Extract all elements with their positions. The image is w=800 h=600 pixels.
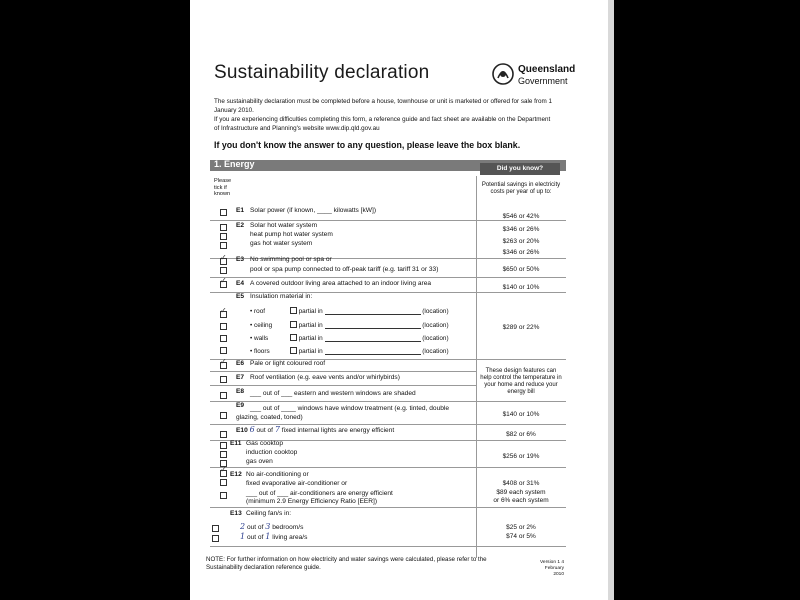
e5-floors-partial-label: partial in	[298, 348, 323, 355]
e10-saving: $82 or 6%	[506, 431, 536, 438]
e3-checkbox-no-pool[interactable]	[220, 258, 227, 265]
scan-edge	[608, 0, 614, 600]
e5-checkbox-walls[interactable]	[220, 335, 227, 342]
e7-checkbox[interactable]	[220, 376, 227, 383]
intro-paragraph-2: If you are experiencing difficulties completing this form, a reference guide and fact sheet are available on the Department of Infrastructure and Planning's website www.dip.qld.gov.au	[214, 116, 551, 132]
e13-code: E13	[230, 510, 242, 517]
queensland-government-logo	[492, 62, 578, 98]
e9-code: E9	[236, 402, 245, 409]
e13-bedrooms-handwritten-1: 2	[240, 522, 246, 531]
e13-bedrooms-handwritten-2: 3	[265, 522, 271, 531]
e5-roof-partial-label: partial in	[298, 308, 323, 315]
e2-line-2: heat pump hot water system	[250, 231, 333, 238]
e2-saving-2: $263 or 20%	[502, 238, 540, 245]
bullet-icon: •	[250, 335, 255, 342]
e1-saving: $546 or 42%	[502, 213, 540, 220]
e12-saving-3: or 6% each system	[493, 497, 549, 504]
intro-paragraph-1: The sustainability declaration must be completed before a house, townhouse or unit is marketed or offered for sale from 1 January 2010.	[214, 98, 552, 114]
e12-line-3: ___ out of ___ air-conditioners are energy efficient	[246, 490, 393, 497]
e4-code: E4	[236, 280, 245, 287]
e1-code: E1	[236, 207, 245, 214]
e5-ceiling-location-field[interactable]	[325, 322, 421, 329]
e5-text: Insulation material in:	[250, 293, 313, 300]
e4-saving: $140 or 10%	[502, 284, 540, 291]
e3-line-1: No swimming pool or spa or	[250, 256, 332, 263]
e10-handwritten-2: 7	[274, 425, 280, 434]
e2-checkbox-heat-pump[interactable]	[220, 233, 227, 240]
divider	[210, 371, 476, 372]
e12-code: E12	[230, 471, 242, 478]
e5-ceiling-label: ceiling	[254, 322, 273, 329]
e5-roof-row	[250, 306, 449, 315]
e5-roof-location-label: (location)	[422, 308, 449, 315]
e5-walls-partial-label: partial in	[298, 335, 323, 342]
e2-line-1: Solar hot water system	[250, 222, 318, 229]
e5-ceiling-location-label: (location)	[422, 322, 449, 329]
bullet-icon: •	[250, 348, 255, 355]
logo-line-2: Government	[518, 76, 568, 86]
e7-text: Roof ventilation (e.g. eave vents and/or whirlybirds)	[250, 374, 400, 381]
e6-checkbox[interactable]	[220, 362, 227, 369]
page-title: Sustainability declaration	[214, 62, 430, 83]
e9-line-1: ___ out of ____ windows have window treatment (e.g. tinted, double	[250, 405, 450, 412]
e2-saving-3: $346 or 26%	[502, 249, 540, 256]
e5-floors-location-label: (location)	[422, 348, 449, 355]
e4-checkbox[interactable]	[220, 281, 227, 288]
e5-walls-row	[250, 333, 449, 342]
e12-saving-2: $89 each system	[496, 489, 546, 496]
e11-line-2: induction cooktop	[246, 449, 298, 456]
did-you-know-header: Did you know?	[480, 163, 560, 175]
bullet-icon: •	[250, 322, 255, 329]
e5-checkbox-ceiling[interactable]	[220, 323, 227, 330]
e5-floors-label: floors	[254, 348, 270, 355]
e5-walls-location-field[interactable]	[325, 335, 421, 342]
e12-checkbox-no-aircon[interactable]	[220, 470, 227, 477]
e13-living-handwritten-2: 1	[265, 532, 271, 541]
e5-floors-partial-checkbox[interactable]	[290, 347, 297, 354]
e4-text: A covered outdoor living area attached to an indoor living area	[250, 280, 432, 287]
e3-line-2: pool or spa pump connected to off-peak tariff (e.g. tariff 31 or 33)	[250, 266, 439, 273]
e5-ceiling-partial-label: partial in	[298, 322, 323, 329]
blank-warning: If you don't know the answer to any question, please leave the box blank.	[214, 140, 521, 150]
design-features-note: These design features can help control the temperature in your home and reduce your energy bill	[480, 368, 562, 395]
e13-living-out-of: out of	[246, 534, 264, 541]
e3-code: E3	[236, 256, 245, 263]
e11-line-3: gas oven	[246, 458, 273, 465]
e10-out-of: out of	[256, 427, 274, 434]
e1-checkbox[interactable]	[220, 209, 227, 216]
e5-walls-partial-checkbox[interactable]	[290, 334, 297, 341]
e13-bedrooms-row	[240, 523, 303, 532]
e2-line-3: gas hot water system	[250, 240, 313, 247]
e11-code: E11	[230, 440, 242, 447]
e5-checkbox-floors[interactable]	[220, 347, 227, 354]
e5-roof-partial-checkbox[interactable]	[290, 307, 297, 314]
bullet-icon: •	[250, 308, 255, 315]
e10-row	[236, 426, 394, 435]
intro-text	[214, 98, 554, 133]
potential-savings-header: Potential savings in electricity costs per year of up to:	[481, 182, 561, 196]
e5-floors-row	[250, 346, 449, 355]
e10-text: fixed internal lights are energy efficient	[281, 427, 395, 434]
e13-bedrooms-label: bedroom/s	[272, 524, 304, 531]
footer-note: NOTE: For further information on how electricity and water savings were calculated, please refer to the Sustainability declaration reference guide.	[206, 556, 487, 571]
e6-code: E6	[236, 360, 245, 367]
e13-saving-1: $25 or 2%	[506, 524, 536, 531]
e13-bedrooms-out-of: out of	[246, 524, 264, 531]
logo-line-1: Queensland	[518, 64, 576, 75]
e9-saving: $140 or 10%	[502, 411, 540, 418]
e5-ceiling-partial-checkbox[interactable]	[290, 321, 297, 328]
e11-saving: $256 or 19%	[502, 453, 540, 460]
e5-code: E5	[236, 293, 245, 300]
column-divider	[476, 176, 477, 558]
e12-line-1: No air-conditioning or	[246, 471, 309, 478]
e2-code: E2	[236, 222, 245, 229]
e9-checkbox[interactable]	[220, 412, 227, 419]
e5-saving: $289 or 22%	[502, 324, 540, 331]
e3-checkbox-off-peak[interactable]	[220, 267, 227, 274]
divider	[210, 277, 566, 278]
e5-roof-label: roof	[254, 308, 266, 315]
e13-checkbox-living[interactable]	[212, 535, 219, 542]
version-label: Version 1 4 February 2010	[539, 560, 564, 577]
e8-code: E8	[236, 388, 245, 395]
divider	[210, 401, 566, 402]
divider	[210, 546, 566, 547]
e5-roof-location-field[interactable]	[325, 308, 421, 315]
e12-line-4: (minimum 2.9 Energy Efficiency Ratio [EER])	[246, 498, 378, 505]
e8-text: ___ out of ___ eastern and western windows are shaded	[250, 390, 416, 397]
e5-walls-location-label: (location)	[422, 335, 449, 342]
e10-checkbox[interactable]	[220, 431, 227, 438]
tick-column-header: Please tick if known	[214, 178, 232, 197]
e5-walls-label: walls	[254, 335, 269, 342]
e8-checkbox[interactable]	[220, 392, 227, 399]
e5-checkbox-roof[interactable]	[220, 311, 227, 318]
form-page	[190, 0, 608, 600]
e11-checkbox-induction[interactable]	[220, 451, 227, 458]
divider	[210, 424, 566, 425]
e6-text: Pale or light coloured roof	[250, 360, 326, 367]
e12-saving-1: $408 or 31%	[502, 480, 540, 487]
e12-line-2: fixed evaporative air-conditioner or	[246, 480, 348, 487]
divider	[210, 385, 476, 386]
divider	[210, 507, 566, 508]
e13-checkbox-bedrooms[interactable]	[212, 525, 219, 532]
coat-of-arms-icon	[492, 62, 514, 86]
e13-saving-2: $74 or 5%	[506, 533, 536, 540]
e13-text: Ceiling fan/s in:	[246, 510, 292, 517]
e13-living-row	[240, 533, 307, 542]
e5-ceiling-row	[250, 320, 449, 329]
e5-floors-location-field[interactable]	[325, 348, 421, 355]
e2-checkbox-gas[interactable]	[220, 242, 227, 249]
e7-code: E7	[236, 374, 245, 381]
e12-checkbox-evaporative[interactable]	[220, 479, 227, 486]
e13-living-label: living area/s	[272, 534, 308, 541]
e11-checkbox-gas-cooktop[interactable]	[220, 442, 227, 449]
divider	[210, 467, 566, 468]
e3-saving: $650 or 50%	[502, 266, 540, 273]
divider	[210, 220, 566, 221]
e10-code: E10	[236, 427, 248, 434]
e2-checkbox-solar[interactable]	[220, 224, 227, 231]
e1-text: Solar power (if known, ____ kilowatts [kW])	[250, 207, 377, 214]
e12-checkbox-efficient[interactable]	[220, 492, 227, 499]
e13-living-handwritten-1: 1	[240, 532, 246, 541]
e10-handwritten-1: 6	[249, 425, 255, 434]
e11-line-1: Gas cooktop	[246, 440, 284, 447]
e2-saving-1: $346 or 26%	[502, 226, 540, 233]
section-title: 1. Energy	[214, 159, 255, 169]
e9-line-2: glazing, coated, toned)	[236, 414, 303, 421]
